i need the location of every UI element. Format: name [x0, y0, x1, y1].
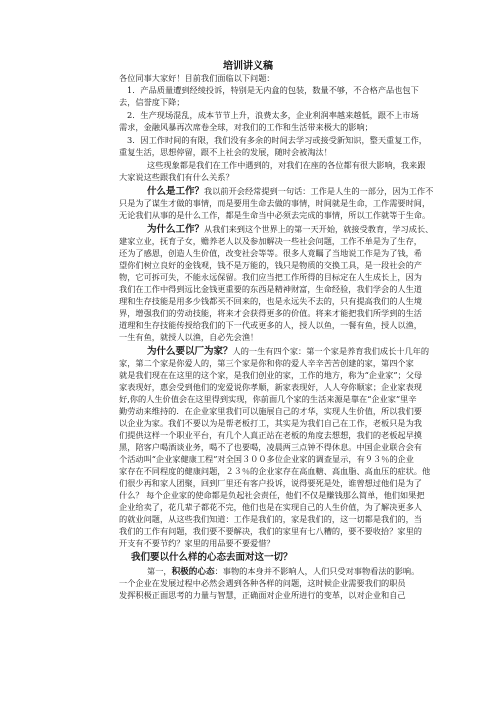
why-work-line-8: 界，增强我们的劳动技能，将来才会获得更多的价值。将来才能把我们所学到的生活 — [119, 308, 422, 318]
problem-2-cont: 需求，金融风暴再次席卷全球，对我们的工作和生活带来极大的影响； — [119, 122, 373, 132]
heading-attitude: 我们要以什么样的心态去面对这一切？ — [131, 552, 293, 563]
attitude-first-line: 第一，积极的心态：事物的本身并不影响人，人们只受对事物看法的影响。 — [147, 566, 420, 577]
section-why-home: 为什么要以厂为家？人的一生有四个家：第一个家是养育我们成长十几年的 — [147, 346, 430, 357]
problem-2-line: 2．生产现场混乱，成本节节上升，浪费太多，企业利润率越来越低，跟不上市场 — [127, 110, 419, 120]
heading-why-home: 为什么要以厂为家？ — [147, 346, 233, 357]
problem-3-cont: 重复生活，思想停留，跟不上社会的发展，随时会被淘汰！ — [119, 147, 332, 157]
home-line-14: 企业给卖了，花几辈子都花不完，他们也是在实现自己的人生价值，为了解决更多人 — [119, 502, 422, 512]
intro-line: 各位同事大家好！目前我们面临以下问题： — [119, 73, 275, 83]
problem-3-line: 3．因工作时间的有限，我们没有多余的时间去学习或接受新知识，整天重复工作， — [127, 135, 427, 145]
why-work-line-4: 望你们树立良好的金钱观，钱不是万能的，钱只是物质的交换工具，是一段社会的产 — [119, 260, 422, 270]
heading-why-work: 为什么工作？ — [147, 224, 205, 235]
section-what-is-work: 什么是工作？我以前开会经常提到一句话：工作是人生的一部分，因为工作不 — [147, 186, 434, 197]
why-work-line-9: 道理和生存技能传授给我们的下一代或更多的人，授人以鱼，一餐有鱼，授人以渔， — [119, 320, 422, 330]
heading-what-is-work: 什么是工作？ — [147, 186, 205, 197]
home-line-9: 黑，陪客户喝酒谈业务，喝不了也要喝，凌晨两三点钟不得休息。中国企业联合会有 — [119, 442, 422, 452]
home-line-11: 家存在不同程度的健康问题，２３％的企业家存在高血糖、高血脂、高血压的症状。他 — [119, 466, 431, 476]
transition-cont: 大家说这些跟我们有什么关系？ — [119, 172, 234, 182]
work-line-2: 只是为了谋生才做的事情，而是要用生命去做的事情，时间就是生命，工作需要时间， — [119, 198, 431, 208]
why-work-line-5: 物，它可拆可失，不能永远保留。我们应当把工作所得的目标定在人生成长上，因为 — [119, 272, 422, 282]
problem-1-line: 1．产品质量遭到经绫投诉，特别是无内盒的包装，数量不够，不合格产品也包下 — [127, 85, 419, 95]
positive-attitude-label: 积极的心态 — [171, 567, 215, 577]
attitude-line-3: 发挥积极正面思考的力量与智慧，正确面对企业所进行的变革，以对企业和自己 — [119, 590, 406, 600]
home-line-13: 什么？ 每个企业家的使命都是负起社会责任，他们不仅是赚钱那么简单，他们如果把 — [119, 490, 425, 500]
why-work-line-6: 我们在工作中得到远比金钱更重要的东西是精神财富，生命经验，我们学会的人生道 — [119, 284, 422, 294]
attitude-line-2: 一个企业在发展过程中必然会遇到各种各样的问题，这时候企业需要我们的职员 — [119, 578, 406, 588]
home-line-16: 我们的工作有问题，我们要不要解决，我们的家里有七八糟的，要不要收拾？家里的 — [119, 526, 422, 536]
why-work-line-2: 建家立业，抚育子女，赡养老人以及参加解决一些社会问题，工作不单是为了生存， — [119, 236, 422, 246]
why-work-line-7: 理和生存技能是用多少钱都买不回来的，也是永远失不去的，只有提高我们的人生境 — [119, 296, 422, 306]
home-line-2: 家，第二个家是你爱人的，第三个家是你和你的爱人辛辛苦苦创建的家，第四个家 — [119, 358, 414, 368]
home-line-10: 个活动叫“企业家健康工程”对全国３００多位企业家的调查显示，有９３％的企业 — [119, 454, 414, 464]
transition-line: 这些现象都是我们在工作中遇到的，对我们在座的各位都有很大影响，我来跟 — [147, 160, 426, 170]
home-line-8: 们提供这样一个职业平台，有几个人真正站在老板的角度去想想，我们的老板起早摸 — [119, 430, 422, 440]
why-work-line-3: 还为了感恩，创造人生价值，改变社会等等。很多人竟瞩了当地说工作是为了钱，希 — [119, 248, 422, 258]
home-line-6: 勤劳动来维持的．在企业家里我们可以施展自己的才华，实现人生价值，所以我们要 — [119, 406, 422, 416]
home-line-3: 就是我们现在在这里的这个家，是我们创业的家，工作的地方，称为“企业家”；父母 — [119, 370, 423, 380]
home-line-7: 以企业为家。我们不要以为是帮老板打工，其实是为我们自己在工作，老板只是为我 — [119, 418, 422, 428]
home-line-12: 们很少再和家人团聚，回到厂里还有客户投诉，说得要死是处，谁曾想过他们是为了 — [119, 478, 422, 488]
problem-1-cont: 去，信誉度下降； — [119, 97, 185, 107]
home-line-17: 开支有不要节约？家里的用品要不要爱惜？ — [119, 538, 275, 548]
home-line-4: 家表现好，惠会受到他们的宠爱说你孝顺，新家表现好，人人夸你顺家；企业家表现 — [119, 382, 422, 392]
section-attitude — [131, 552, 391, 563]
home-line-15: 的就业问题，从这些我们知道：工作是我们的，家是我们的，这一切都是我们的，当 — [119, 514, 422, 524]
why-work-line-10: 一生有鱼，就授人以渔，自必先会渔！ — [119, 332, 259, 342]
work-line-3: 无论我们从事的是什么工作，都是生命当中必须去完成的事情，所以工作就等于生命。 — [119, 210, 431, 220]
document-title: 培训讲义稿 — [223, 61, 273, 72]
home-line-5: 好,你的人生价值会在这里得到实现，你前面几个家的生活来源是靠在“企业家”里辛 — [119, 394, 417, 404]
section-why-work: 为什么工作？从我们来到这个世界上的第一天开始，就接受教育，学习成长、 — [147, 224, 434, 235]
